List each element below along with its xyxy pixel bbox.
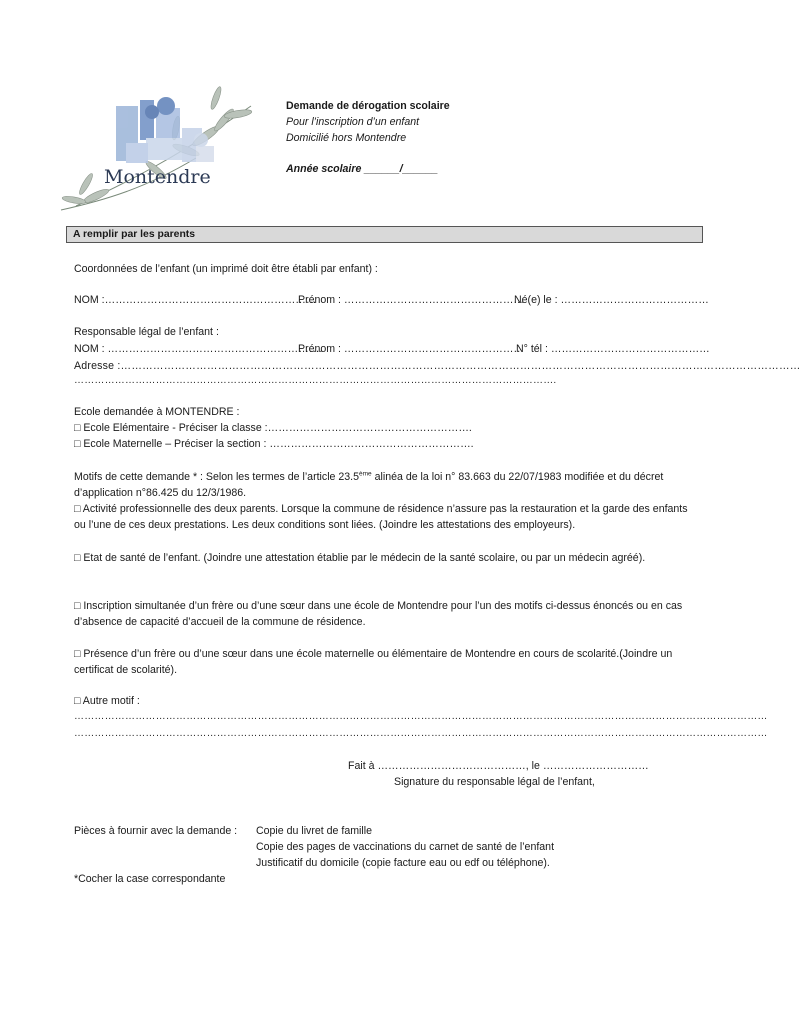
motif-other-line-2: …………………………………………………………………………………………………………………………………………………………………………………… [74,728,768,739]
document-subtitle-1: Pour l’inscription d’un enfant [286,116,420,128]
school-year-field: Année scolaire ______/______ [286,163,438,175]
signature-place-date: Fait à ……………………………………, le ………………………… [348,760,649,772]
signature-label: Signature du responsable légal de l’enfant, [394,776,595,788]
guardian-address-field: Adresse :……………………………………………………………………………………………………………………………………………………………………… [74,360,801,372]
guardian-nom-field: NOM : ……………………………………………………. [74,343,323,355]
guardian-phone-field: N° tél : ……………………………………… [516,343,710,355]
logo-illustration [56,88,266,216]
motif-other-line-1: …………………………………………………………………………………………………………………………………………………………………………………… [74,711,768,722]
document-header [286,98,450,177]
child-birthdate-field: Né(e) le : …………………………………… [514,294,709,306]
guardian-prenom-field: Prénom : …………………………………………… [298,343,525,355]
document-item-domicile: Justificatif du domicile (copie facture eau ou edf ou téléphone). [256,857,550,869]
school-option-elementaire: □ Ecole Elémentaire - Préciser la classe :…………………………………………………. [74,422,472,434]
school-title: Ecole demandée à MONTENDRE : [74,406,240,418]
motif-other: □ Autre motif : [74,695,140,707]
document-item-vaccinations: Copie des pages de vaccinations du carnet de santé de l’enfant [256,841,555,853]
child-intro: Coordonnées de l’enfant (un imprimé doit être établi par enfant) : [74,263,378,275]
logo-text: Montendre [104,166,211,188]
document-item-livret: Copie du livret de famille [256,825,372,837]
motifs-intro: Motifs de cette demande * : Selon les termes de l’article 23.5ème alinéa de la loi n° 83.663 du 22/07/1983 modifiée et du décret d’application n°86.425 du 12/3/1986. [74,470,664,499]
child-nom-field: NOM :…………………………………………………… [74,294,317,306]
motif-sibling-enrollment: □ Inscription simultanée d’un frère ou d’une sœur dans une école de Montendre pour l’un des motifs ci-dessus énoncés ou en cas d’absence de capacité d’accueil de la commune de résidence. [74,600,683,628]
motif-health: □ Etat de santé de l’enfant. (Joindre une attestation établie par le médecin de la santé scolaire, ou par un médecin agréé). [74,552,646,564]
document-title: Demande de dérogation scolaire [286,100,450,112]
motif-sibling-presence: □ Présence d’un frère ou d’une sœur dans une école maternelle ou élémentaire de Montendre en cours de scolarité.(Joindre un certificat de scolarité). [74,648,673,676]
documents-label: Pièces à fournir avec la demande : [74,825,238,837]
school-option-maternelle: □ Ecole Maternelle – Préciser la section : …………………………………………………. [74,438,474,450]
child-prenom-field: Prénom : …………………………………………… [298,294,525,306]
guardian-title: Responsable légal de l’enfant : [74,326,219,338]
footnote: *Cocher la case correspondante [74,873,226,885]
document-subtitle-2: Domicilié hors Montendre [286,132,407,144]
section-title-bar: A remplir par les parents [66,226,703,243]
montendre-logo [56,88,266,216]
guardian-address-line-2: ……………………………………………………………………………………………………………………………. [74,375,557,386]
motif-professional: □ Activité professionnelle des deux parents. Lorsque la commune de résidence n’assure pas la restauration et la garde des enfants ou l’une de ces deux prestations. Les deux conditions sont liées. (Joindre les attestations des employeurs). [74,503,688,531]
